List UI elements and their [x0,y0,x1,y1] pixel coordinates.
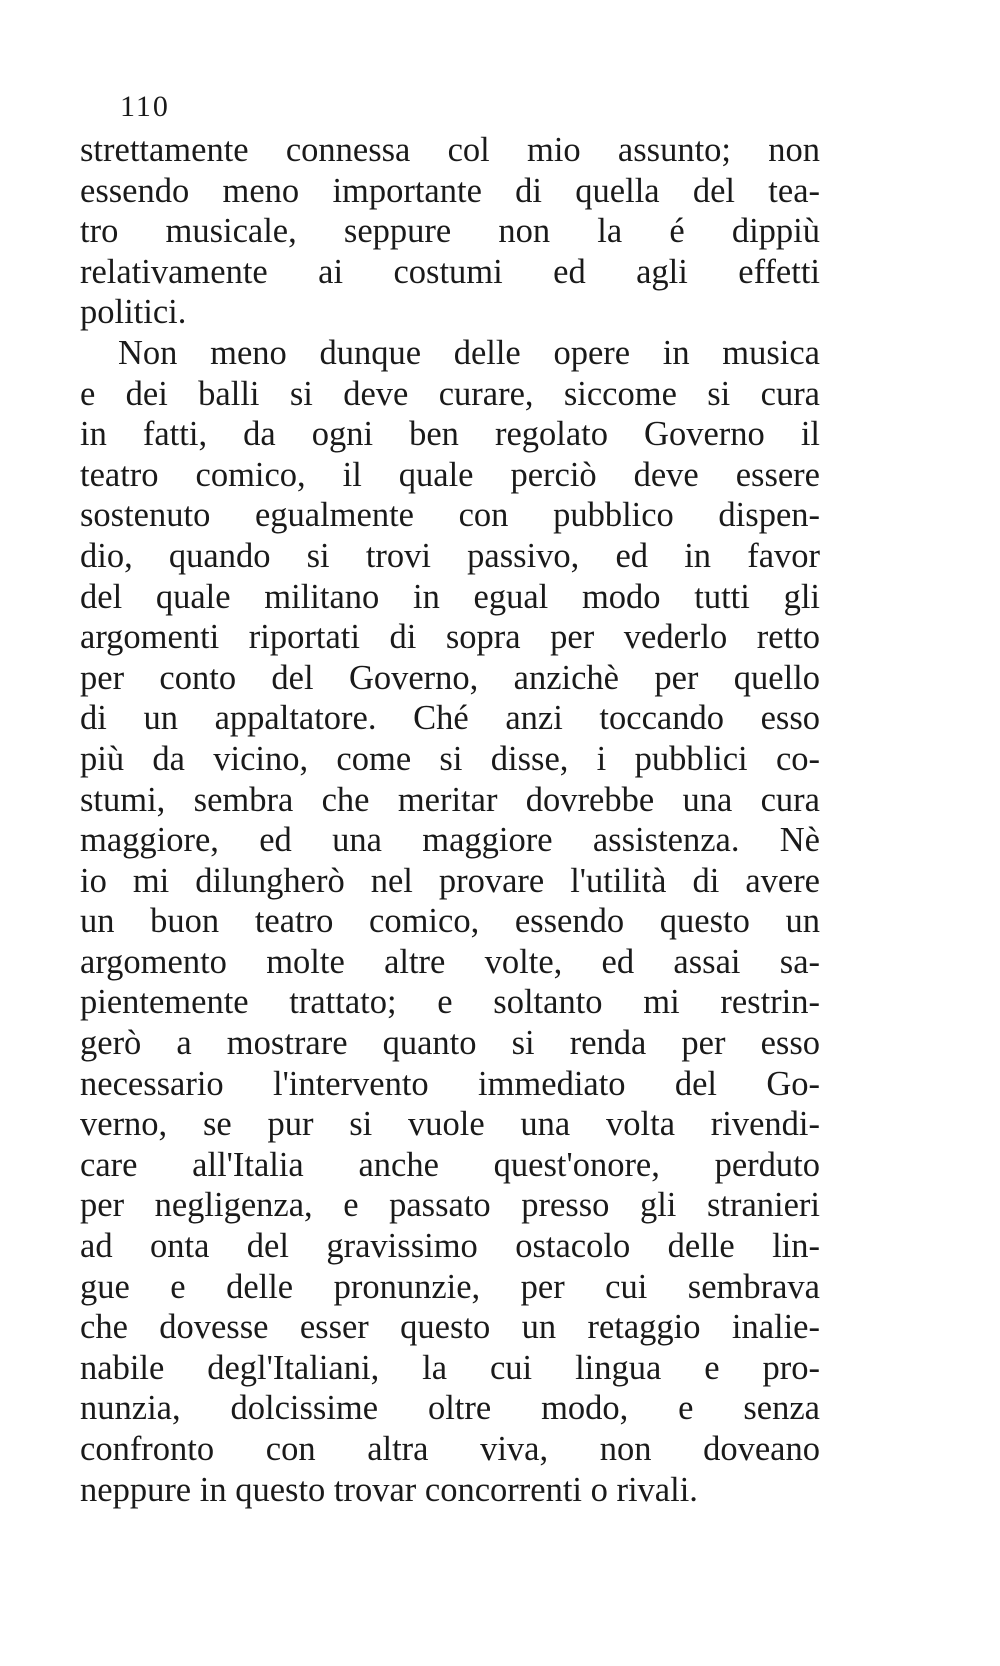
text-line: in fatti, da ogni ben regolato Governo il [80,415,820,454]
page-number: 110 [120,90,170,123]
text-line: nabile degl'Italiani, la cui lingua e pro- [80,1348,820,1387]
text-line: tro musicale, seppure non la é dippiù [80,212,820,251]
text-line: sostenuto egualmente con pubblico dispen- [80,496,820,535]
text-line: gerò a mostrare quanto si renda per esso [80,1024,820,1063]
text-line: di un appaltatore. Ché anzi toccando esso [80,699,820,738]
text-line: dio, quando si trovi passivo, ed in favor [80,536,820,575]
paragraph-start-line: Non meno dunque delle opere in musica [118,333,820,372]
text-line: relativamente ai costumi ed agli effetti [80,252,820,291]
text-line: care all'Italia anche quest'onore, perduto [80,1145,820,1184]
text-line: maggiore, ed una maggiore assistenza. Nè [80,821,820,860]
text-line: nunzia, dolcissime oltre modo, e senza [80,1389,820,1428]
text-line: che dovesse esser questo un retaggio inalie- [80,1308,820,1347]
text-line: per conto del Governo, anzichè per quello [80,658,820,697]
text-line: gue e delle pronunzie, per cui sembrava [80,1267,820,1306]
text-line: e dei balli si deve curare, siccome si cura [80,374,820,413]
text-line: strettamente connessa col mio assunto; non [80,131,820,169]
body-text [80,130,820,1510]
text-line: pientemente trattato; e soltanto mi restrin- [80,983,820,1022]
text-line: argomenti riportati di sopra per vederlo retto [80,618,820,657]
text-line: necessario l'intervento immediato del Go- [80,1064,820,1103]
text-line: io mi dilungherò nel provare l'utilità di avere [80,861,820,900]
text-line: argomento molte altre volte, ed assai sa- [80,942,820,981]
text-line: teatro comico, il quale perciò deve essere [80,455,820,494]
text-line: politici. [80,293,187,332]
text-line: stumi, sembra che meritar dovrebbe una cura [80,780,820,819]
text-line: per negligenza, e passato presso gli stranieri [80,1186,820,1225]
text-line: neppure in questo trovar concorrenti o rivali. [80,1470,698,1509]
text-line: verno, se pur si vuole una volta rivendi- [80,1105,820,1144]
text-line: essendo meno importante di quella del tea- [80,171,820,210]
text-line: ad onta del gravissimo ostacolo delle lin- [80,1227,820,1266]
text-line: del quale militano in egual modo tutti gli [80,577,820,616]
text-line: confronto con altra viva, non doveano [80,1430,820,1468]
text-line: più da vicino, come si disse, i pubblici co- [80,739,820,778]
text-line: un buon teatro comico, essendo questo un [80,902,820,941]
